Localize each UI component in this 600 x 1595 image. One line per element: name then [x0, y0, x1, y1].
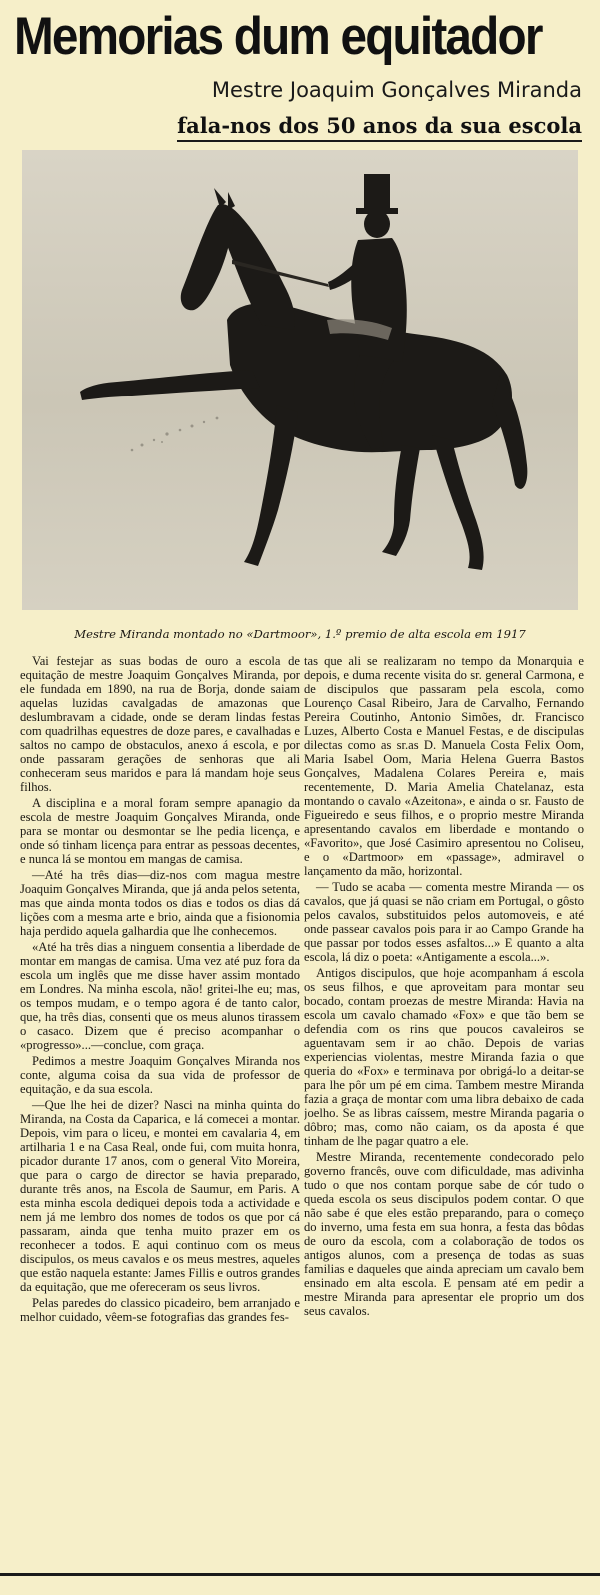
- paragraph: Pedimos a mestre Joaquim Gonçalves Miranda nos conte, alguma coisa da sua vida de professor de equitação, e da sua escola.: [20, 1054, 300, 1096]
- paragraph: Vai festejar as suas bodas de ouro a escola de equitação de mestre Joaquim Gonçalves Miranda, por ele fundada em 1890, na rua de Borja, donde saiam aquelas luzidas cavalgadas de amazonas que deslumbravam a cidade, onde se deram lindas festas com quadrilhas equestres de doze pares, e cavalhadas e saltos no campo de obstaculos, anexo á escola, e por onde passaram gerações de senhoras que ali conheceram seus maridos e para lá mandam hoje seus filhos.: [20, 654, 300, 794]
- paragraph: —Até ha três dias—diz-nos com magua mestre Joaquim Gonçalves Miranda, que já anda pelos setenta, mas que ainda monta todos os dias e todos os dias dá lições com a mesma arte e brio, ainda que a fisionomia haja perdido aquela galhardia que lhe conhecemos.: [20, 868, 300, 938]
- paragraph: Pelas paredes do classico picadeiro, bem arranjado e melhor cuidado, vêem-se fotografias das grandes fes-: [20, 1296, 300, 1324]
- paragraph: «Até ha três dias a ninguem consentia a liberdade de montar em mangas de camisa. Uma vez até puz fora da escola um inglês que me disse haver assim montado em Londres. Na minha escola, não! gritei-lhe eu; mas, os tempos mudam, e o tempo agora é de tanto calor, que, ha três dias, consenti que os meus alunos tirassem o casaco. Dizem que é preciso acompanhar o «progresso»...—conclue, com graça.: [20, 940, 300, 1052]
- article-column-left: [20, 654, 300, 1554]
- article-kicker: fala-nos dos 50 anos da sua escola: [177, 112, 582, 142]
- photo-caption: Mestre Miranda montado no «Dartmoor», 1.º premio de alta escola em 1917: [74, 627, 526, 641]
- paragraph: tas que ali se realizaram no tempo da Monarquia e depois, e duma recente visita do sr. general Carmona, e de discipulos que passaram pela escola, como Lourenço Casal Ribeiro, Jara de Carvalho, Fernando Pereira Coutinho, Antonio Simões, dr. Francisco Luzes, Alberto Costa e Manuel Festas, e de discipulas dilectas como as sr.as D. Manuela Costa Felix Oom, Maria Isabel Oom, Maria Helena Guerra Bastos Gonçalves, Madalena Colares Pereira e, mais recentemente, D. Maria Amelia Chatelanaz, esta montando o cavalo «Azeitona», e ainda o sr. Fausto de Figueiredo e seus filhos, e o proprio mestre Miranda apresentando cavalos em liberdade e montando o «Favorito», que José Casimiro apresentou no Coliseu, e o «Dartmoor» em «passage», admiravel o lançamento da mão, horizontal.: [304, 654, 584, 878]
- paragraph: Mestre Miranda, recentemente condecorado pelo governo francês, ouve com dificuldade, mas adivinha tudo o que nos contam porque sabe de cór tudo o queda escola os seus discipulos podem contar. O que não sabe é que eles estão preparando, para o começo do inverno, uma festa em sua honra, a festa das bôdas de ouro da escola, com a colaboração de todos os antigos alunos, com a presença de todas as suas familias e daqueles que ainda apreciam um cavalo bem ensinado em alta escola. E pensam até em pedir a mestre Miranda para apresentar ele proprio um dos seus cavalos.: [304, 1150, 584, 1318]
- article-column-right: [304, 654, 584, 1534]
- paragraph: —Que lhe hei de dizer? Nasci na minha quinta do Miranda, na Costa da Caparica, e lá comecei a montar. Depois, vim para o liceu, e montei em cavalaria 4, em artilharia 1 e na Casa Real, onde fui, com muita honra, picador durante 17 anos, com o general Vito Moreira, que para o cargo de director se havia preparado, durante três anos, na Escola de Saumur, em Paris. A esta minha escola dediquei depois toda a actividade e nem já me lembro dos nomes de todos os que por cá passaram, ainda que tenha muito prazer em os reconhecer a todos. E aqui continuo com os meus discipulos, os meus cavalos e os meus mestres, aqueles que estão naquela estante: James Fillis e outros grandes da equitação, que me ofereceram os seus livros.: [20, 1098, 300, 1294]
- paragraph: Antigos discipulos, que hoje acompanham á escola os seus filhos, e que aproveitam para montar seu bocado, contam proezas de mestre Miranda: Havia na escola um cavalo chamado «Fox» e que tão bem se defendia com os rins que poucos cavaleiros se aguentavam sem ir ao chão. Depois de varias experiencias violentas, mestre Miranda fazia o que queria do «Fox» e terminava por obrigá-lo a deitar-se para lhe pôr um pé em cima. Tambem mestre Miranda fazia a graça de montar com uma libra debaixo de cada joelho. Se as libras caíssem, mestre Miranda pagaria o dôbro; mas, como não caiam, os da aposta é que tinham de lhe pagar quatro a ele.: [304, 966, 584, 1148]
- paragraph: — Tudo se acaba — comenta mestre Miranda — os cavalos, que já quasi se não criam em Portugal, o gôsto pelos cavalos, substituidos pelos automoveis, e até onde passear cavalos pois para ir ao Campo Grande ha que passar por todos esses asfaltos...» E quanto a alta escola, lá diz o poeta: «Antigamente a escola...».: [304, 880, 584, 964]
- article-headline: Memorias dum equitador: [14, 7, 542, 66]
- horse-rider-illustration: [22, 150, 578, 610]
- bottom-rule: [0, 1573, 600, 1576]
- article-subtitle: Mestre Joaquim Gonçalves Miranda: [211, 78, 582, 102]
- paragraph: A disciplina e a moral foram sempre apanagio da escola de mestre Joaquim Gonçalves Miranda, onde para se montar ou desmontar se lhe pedia licença, e onde só tinham licença para entrar as pessoas decentes, e nunca lá se montou em mangas de camisa.: [20, 796, 300, 866]
- horse-rider-photo: [22, 150, 578, 610]
